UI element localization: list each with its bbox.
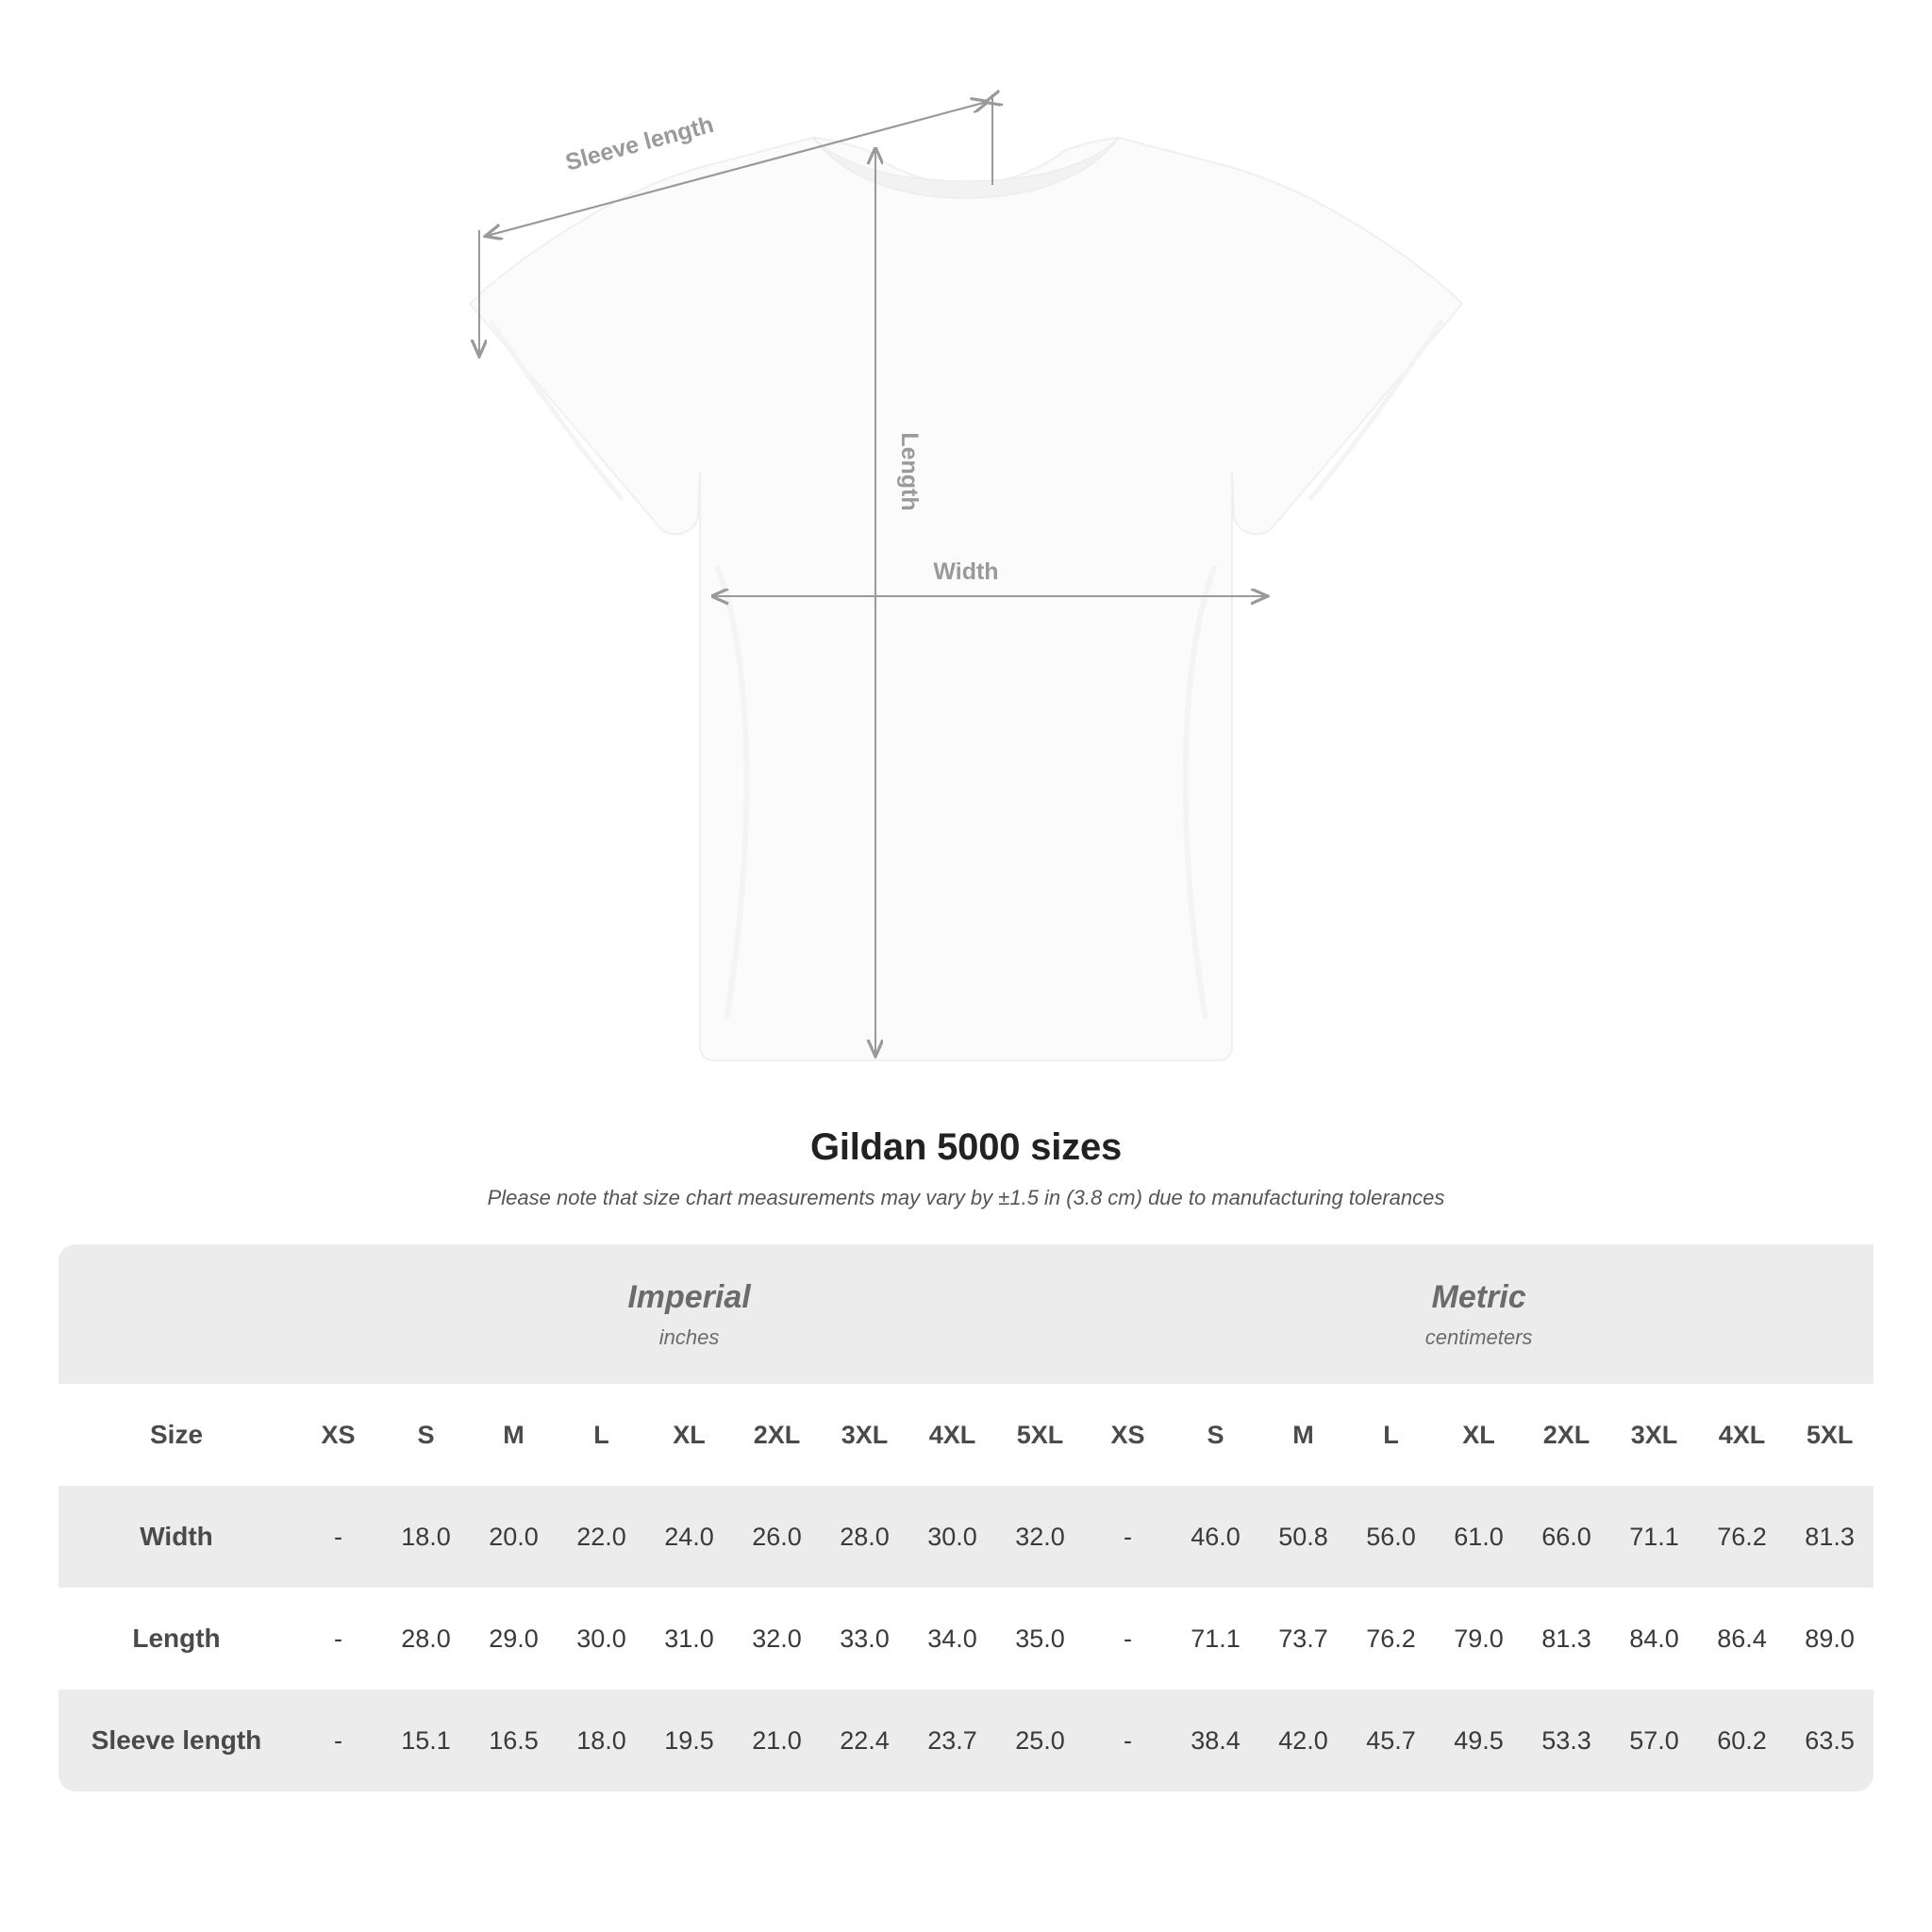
size-table-body [58,1486,1874,1791]
size-header-row [58,1384,1874,1486]
cell-value: 60.2 [1698,1690,1786,1791]
size-table-wrap [58,1244,1874,1791]
cell-value: 56.0 [1347,1486,1435,1588]
cell-value: 81.3 [1541,1624,1591,1653]
cell-value: 45.7 [1347,1690,1435,1791]
cell-value: 21.0 [733,1690,821,1791]
column-header-9: XS [1084,1384,1172,1486]
table-row [58,1588,1874,1690]
column-header-5: 2XL [733,1384,821,1486]
cell-value: - [1124,1624,1133,1653]
unit-group-imperial [294,1244,1084,1384]
column-header-8: 5XL [996,1384,1084,1486]
cell-value: 20.0 [470,1486,558,1588]
cell-value: 16.5 [470,1690,558,1791]
length-label: Length [896,432,923,511]
column-header-7: 4XL [908,1384,996,1486]
cell-value: 86.4 [1717,1624,1767,1653]
cell-value: - [1084,1690,1172,1791]
cell-value: 46.0 [1172,1486,1259,1588]
cell-value: 22.0 [558,1486,645,1588]
cell-value: 76.2 [1698,1486,1786,1588]
cell-value: 49.5 [1435,1690,1523,1791]
size-table [58,1244,1874,1791]
cell-value: 31.0 [664,1624,714,1653]
cell-value: 53.3 [1523,1690,1610,1791]
cell-value: - [1084,1486,1172,1588]
cell-value: 63.5 [1786,1690,1874,1791]
row-label-2: Sleeve length [58,1690,294,1791]
column-header-12: L [1347,1384,1435,1486]
cell-value: - [294,1486,382,1588]
tshirt-shape [470,138,1462,1060]
cell-value: 79.0 [1454,1624,1504,1653]
cell-value: 34.0 [927,1624,977,1653]
column-header-0: XS [294,1384,382,1486]
cell-value: 33.0 [840,1624,890,1653]
column-header-14: 2XL [1523,1384,1610,1486]
cell-value: 42.0 [1259,1690,1347,1791]
row-label-0: Width [58,1486,294,1588]
unit-blank-left [58,1244,294,1384]
cell-value: 84.0 [1629,1624,1679,1653]
column-header-11: M [1259,1384,1347,1486]
column-header-10: S [1172,1384,1259,1486]
cell-value: 50.8 [1259,1486,1347,1588]
column-header-17: 5XL [1786,1384,1874,1486]
sleeve-length-label: Sleeve length [562,110,717,176]
table-row [58,1486,1874,1588]
cell-value: 81.3 [1786,1486,1874,1588]
cell-value: - [334,1624,342,1653]
unit-group-imperial-sub: inches [658,1324,720,1349]
cell-value: 73.7 [1278,1624,1328,1653]
column-header-2: M [470,1384,558,1486]
column-header-4: XL [645,1384,733,1486]
cell-value: 32.0 [996,1486,1084,1588]
column-header-16: 4XL [1698,1384,1786,1486]
cell-value: 76.2 [1366,1624,1416,1653]
row-label-1: Length [132,1624,221,1653]
unit-group-imperial-name: Imperial [627,1278,751,1315]
cell-value: 71.1 [1610,1486,1698,1588]
cell-value: 89.0 [1805,1624,1855,1653]
cell-value: 30.0 [576,1624,626,1653]
cell-value: 30.0 [908,1486,996,1588]
unit-group-metric-sub: centimeters [1424,1324,1533,1349]
cell-value: 15.1 [382,1690,470,1791]
column-header-13: XL [1435,1384,1523,1486]
cell-value: 38.4 [1172,1690,1259,1791]
cell-value: 25.0 [996,1690,1084,1791]
row-header-size: Size [58,1384,294,1486]
cell-value: 28.0 [821,1486,908,1588]
cell-value: 18.0 [558,1690,645,1791]
unit-group-metric-name: Metric [1431,1278,1526,1315]
cell-value: 35.0 [1015,1624,1065,1653]
column-header-3: L [558,1384,645,1486]
cell-value: 28.0 [401,1624,451,1653]
cell-value: 61.0 [1435,1486,1523,1588]
unit-header-row [58,1244,1874,1384]
chart-title: Gildan 5000 sizes [809,1126,1123,1168]
width-label: Width [933,558,999,585]
title-block [0,1126,1932,1210]
cell-value: - [294,1690,382,1791]
cell-value: 24.0 [645,1486,733,1588]
cell-value: 26.0 [733,1486,821,1588]
cell-value: 18.0 [382,1486,470,1588]
cell-value: 29.0 [489,1624,539,1653]
unit-group-metric [1084,1244,1874,1384]
column-header-1: S [382,1384,470,1486]
table-row [58,1690,1874,1791]
cell-value: 22.4 [821,1690,908,1791]
cell-value: 57.0 [1610,1690,1698,1791]
column-header-6: 3XL [821,1384,908,1486]
cell-value: 23.7 [908,1690,996,1791]
cell-value: 19.5 [645,1690,733,1791]
cell-value: 66.0 [1523,1486,1610,1588]
cell-value: 71.1 [1191,1624,1241,1653]
chart-note: Please note that size chart measurements may vary by ±1.5 in (3.8 cm) due to manufacturing tolerances [487,1186,1445,1209]
column-header-15: 3XL [1610,1384,1698,1486]
cell-value: 32.0 [752,1624,802,1653]
